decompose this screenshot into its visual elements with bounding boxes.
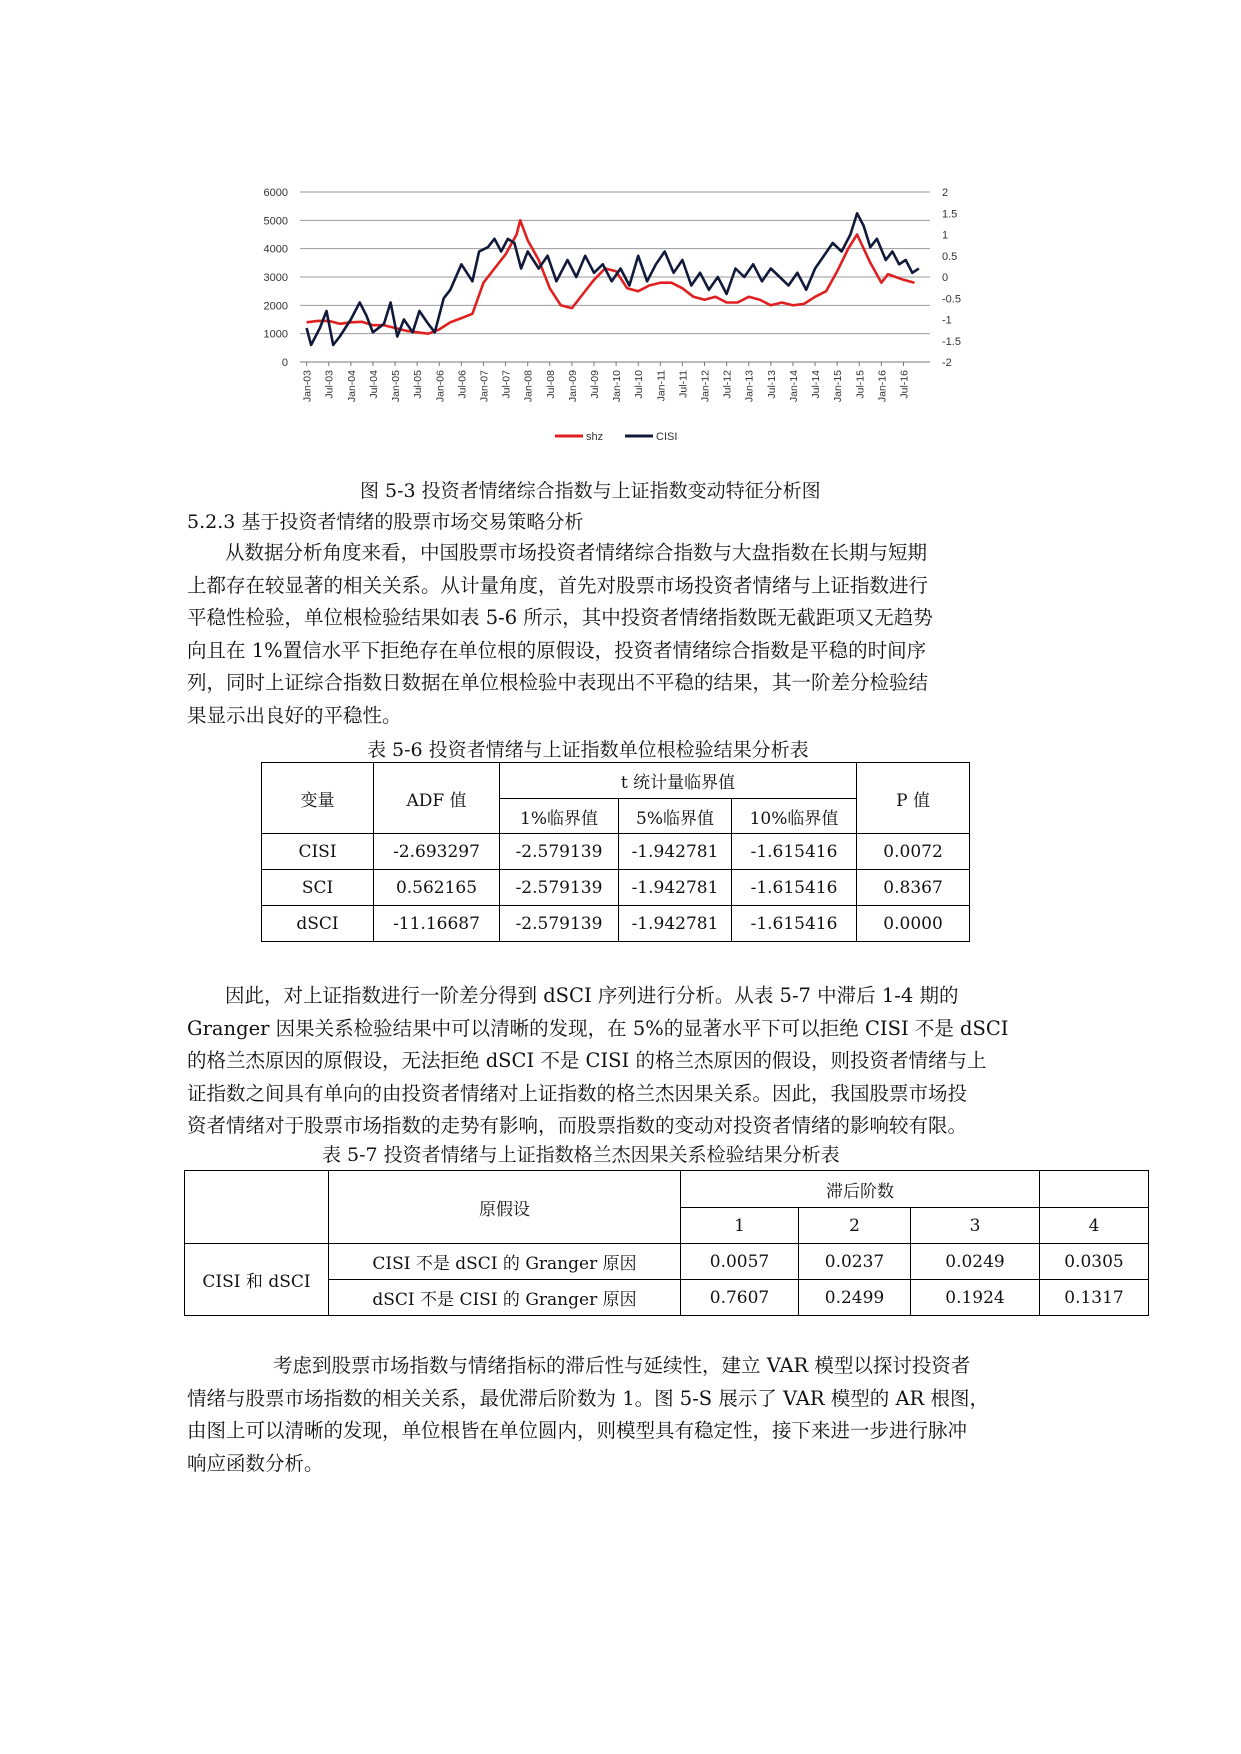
table-cell: -11.16687 xyxy=(374,906,500,942)
x-tick-label: Jul-10 xyxy=(633,370,646,399)
left-y-axis xyxy=(264,187,288,369)
table-cell: -1.942781 xyxy=(619,906,732,942)
line-chart xyxy=(240,180,1000,450)
table-cell: dSCI 不是 CISI 的 Granger 原因 xyxy=(329,1280,681,1316)
x-tick-label: Jan-13 xyxy=(743,370,756,403)
paragraph-line: 响应函数分析。 xyxy=(187,1451,324,1475)
table-cell: 0.0000 xyxy=(857,906,970,942)
x-tick-label: Jan-09 xyxy=(566,370,579,403)
x-tick-label: Jul-03 xyxy=(323,370,336,399)
table-cell: SCI xyxy=(262,870,374,906)
section-heading: 5.2.3 基于投资者情绪的股票市场交易策略分析 xyxy=(187,511,584,533)
y-right-tick-label: 0 xyxy=(942,272,949,284)
chart-series xyxy=(307,213,919,345)
table-cell: -1.615416 xyxy=(732,870,857,906)
paragraph-line: 资者情绪对于股票市场指数的走势有影响，而股票指数的变动对投资者情绪的影响较有限。 xyxy=(187,1114,968,1138)
x-tick-label: Jan-16 xyxy=(876,370,889,403)
table-row xyxy=(262,834,970,870)
paragraph-line: 向且在 1%置信水平下拒绝存在单位根的原假设，投资者情绪综合指数是平稳的时间序 xyxy=(187,638,927,662)
x-tick-label: Jul-09 xyxy=(589,370,601,399)
x-tick-label: Jul-04 xyxy=(367,370,380,399)
header-cell: ADF 值 xyxy=(374,763,500,834)
table-cell: 0.0237 xyxy=(799,1244,911,1280)
paragraph-2 xyxy=(187,980,1047,1143)
x-tick-label: Jul-15 xyxy=(854,370,867,399)
x-tick-label: Jul-06 xyxy=(456,370,469,399)
header-cell: 5%临界值 xyxy=(619,799,732,834)
y-right-tick-label: 1 xyxy=(942,229,949,242)
x-tick-label: Jan-04 xyxy=(345,370,358,403)
table-cell: 0.2499 xyxy=(799,1280,911,1316)
header-cell-empty xyxy=(1040,1171,1149,1208)
table-cell: dSCI xyxy=(262,906,374,942)
y-left-tick-label: 6000 xyxy=(263,187,288,199)
x-tick-label: Jul-16 xyxy=(898,370,911,399)
x-tick-label: Jan-14 xyxy=(787,370,800,403)
y-right-tick-label: 0.5 xyxy=(942,250,958,263)
x-tick-label: Jan-15 xyxy=(832,370,845,403)
x-axis xyxy=(300,362,930,402)
table-cell: CISI 和 dSCI xyxy=(185,1244,329,1316)
table-row xyxy=(185,1280,1149,1316)
paragraph-line: 考虑到股票市场指数与情绪指标的滞后性与延续性，建立 VAR 模型以探讨投资者 xyxy=(273,1354,971,1377)
x-tick-label: Jul-08 xyxy=(544,370,557,399)
header-cell: 1 xyxy=(681,1208,799,1244)
y-right-tick-label: 1.5 xyxy=(942,208,958,221)
paragraph-line: 从数据分析角度来看，中国股票市场投资者情绪综合指数与大盘指数在长期与短期 xyxy=(225,541,928,564)
table-cell: 0.0072 xyxy=(857,834,970,870)
table-cell: 0.0249 xyxy=(911,1244,1040,1280)
table-cell: 0.1317 xyxy=(1040,1280,1149,1316)
right-y-axis xyxy=(942,187,961,369)
x-tick-label: Jul-13 xyxy=(765,370,778,399)
x-tick-label: Jul-14 xyxy=(810,370,823,399)
table-cell: CISI xyxy=(262,834,374,870)
table-cell: -1.942781 xyxy=(619,870,732,906)
x-tick-label: Jul-11 xyxy=(677,370,690,398)
header-cell: 10%临界值 xyxy=(732,799,857,834)
x-tick-label: Jul-07 xyxy=(500,370,513,399)
x-tick-label: Jan-07 xyxy=(478,370,491,403)
x-tick-label: Jan-06 xyxy=(434,370,447,403)
table-cell: -2.693297 xyxy=(374,834,500,870)
y-left-tick-label: 0 xyxy=(281,357,288,369)
y-right-tick-label: -2 xyxy=(942,357,952,369)
x-tick-label: Jan-05 xyxy=(390,370,403,403)
x-tick-label: Jan-08 xyxy=(522,370,535,403)
paragraph-line: 因此，对上证指数进行一阶差分得到 dSCI 序列进行分析。从表 5-7 中滞后 1-4 期的 xyxy=(225,984,959,1007)
legend-label: shz xyxy=(586,431,604,443)
header-cell-empty xyxy=(185,1171,329,1244)
series-line-cisi xyxy=(307,213,919,345)
x-tick-label: Jul-12 xyxy=(721,370,734,399)
paragraph-line: 果显示出良好的平稳性。 xyxy=(187,703,402,727)
y-left-tick-label: 3000 xyxy=(263,272,288,284)
table-row xyxy=(185,1244,1149,1280)
table-5-7-caption: 表 5-7 投资者情绪与上证指数格兰杰因果关系检验结果分析表 xyxy=(322,1144,840,1166)
paragraph-3 xyxy=(187,1350,1047,1480)
table-cell: -1.615416 xyxy=(732,834,857,870)
x-tick-label: Jan-10 xyxy=(611,370,624,403)
paragraph-line: Granger 因果关系检验结果中可以清晰的发现，在 5%的显著水平下可以拒绝 CISI 不是 dSCI xyxy=(187,1016,1009,1040)
y-right-tick-label: -0.5 xyxy=(942,293,961,306)
legend-label: CISI xyxy=(656,431,678,443)
table-row xyxy=(262,870,970,906)
header-cell: 1%临界值 xyxy=(500,799,619,834)
table-row xyxy=(262,906,970,942)
header-cell: t 统计量临界值 xyxy=(500,763,857,799)
table-cell: -2.579139 xyxy=(500,870,619,906)
y-left-tick-label: 5000 xyxy=(263,215,288,228)
table-cell: 0.562165 xyxy=(374,870,500,906)
header-cell: 2 xyxy=(799,1208,911,1244)
paragraph-line: 列，同时上证综合指数日数据在单位根检验中表现出不平稳的结果，其一阶差分检验结 xyxy=(187,671,929,695)
y-right-tick-label: -1 xyxy=(942,314,952,327)
table-cell: 0.0305 xyxy=(1040,1244,1149,1280)
y-left-tick-label: 2000 xyxy=(263,300,288,313)
paragraph-1 xyxy=(187,537,1047,733)
y-left-tick-label: 1000 xyxy=(263,328,288,341)
header-cell: P 值 xyxy=(857,763,970,834)
table-cell: -1.615416 xyxy=(732,906,857,942)
header-cell: 滞后阶数 xyxy=(681,1171,1040,1208)
paragraph-line: 由图上可以清晰的发现，单位根皆在单位圆内，则模型具有稳定性，接下来进一步进行脉冲 xyxy=(187,1419,968,1443)
table-5-7 xyxy=(184,1170,1149,1316)
x-tick-label: Jul-05 xyxy=(412,370,425,399)
header-cell: 变量 xyxy=(262,763,374,834)
table-cell: CISI 不是 dSCI 的 Granger 原因 xyxy=(329,1244,681,1280)
table-cell: 0.8367 xyxy=(857,870,970,906)
table-cell: -2.579139 xyxy=(500,906,619,942)
chart-legend xyxy=(555,431,677,443)
y-right-tick-label: -1.5 xyxy=(942,335,961,348)
table-cell: 0.1924 xyxy=(911,1280,1040,1316)
x-tick-label: Jan-03 xyxy=(301,370,314,403)
table-cell: -2.579139 xyxy=(500,834,619,870)
table-cell: 0.0057 xyxy=(681,1244,799,1280)
paragraph-line: 平稳性检验，单位根检验结果如表 5-6 所示，其中投资者情绪指数既无截距项又无趋势 xyxy=(187,606,933,630)
y-left-tick-label: 4000 xyxy=(263,243,288,256)
figure-caption: 图 5-3 投资者情绪综合指数与上证指数变动特征分析图 xyxy=(360,480,821,502)
y-right-tick-label: 2 xyxy=(942,187,949,199)
table-5-6-caption: 表 5-6 投资者情绪与上证指数单位根检验结果分析表 xyxy=(367,739,809,761)
x-tick-label: Jan-12 xyxy=(699,370,712,403)
header-cell: 4 xyxy=(1040,1208,1149,1244)
x-tick-label: Jan-11 xyxy=(655,370,668,402)
paragraph-line: 情绪与股票市场指数的相关关系，最优滞后阶数为 1。图 5-S 展示了 VAR 模型的 AR 根图， xyxy=(187,1386,989,1410)
table-5-6 xyxy=(261,762,970,942)
header-cell: 3 xyxy=(911,1208,1040,1244)
paragraph-line: 的格兰杰原因的原假设，无法拒绝 dSCI 不是 CISI 的格兰杰原因的假设，则投资者情绪与上 xyxy=(187,1049,987,1073)
table-cell: 0.7607 xyxy=(681,1280,799,1316)
table-cell: -1.942781 xyxy=(619,834,732,870)
header-cell: 原假设 xyxy=(329,1171,681,1244)
paragraph-line: 证指数之间具有单向的由投资者情绪对上证指数的格兰杰因果关系。因此，我国股票市场投 xyxy=(187,1081,968,1105)
paragraph-line: 上都存在较显著的相关关系。从计量角度，首先对股票市场投资者情绪与上证指数进行 xyxy=(187,573,929,597)
